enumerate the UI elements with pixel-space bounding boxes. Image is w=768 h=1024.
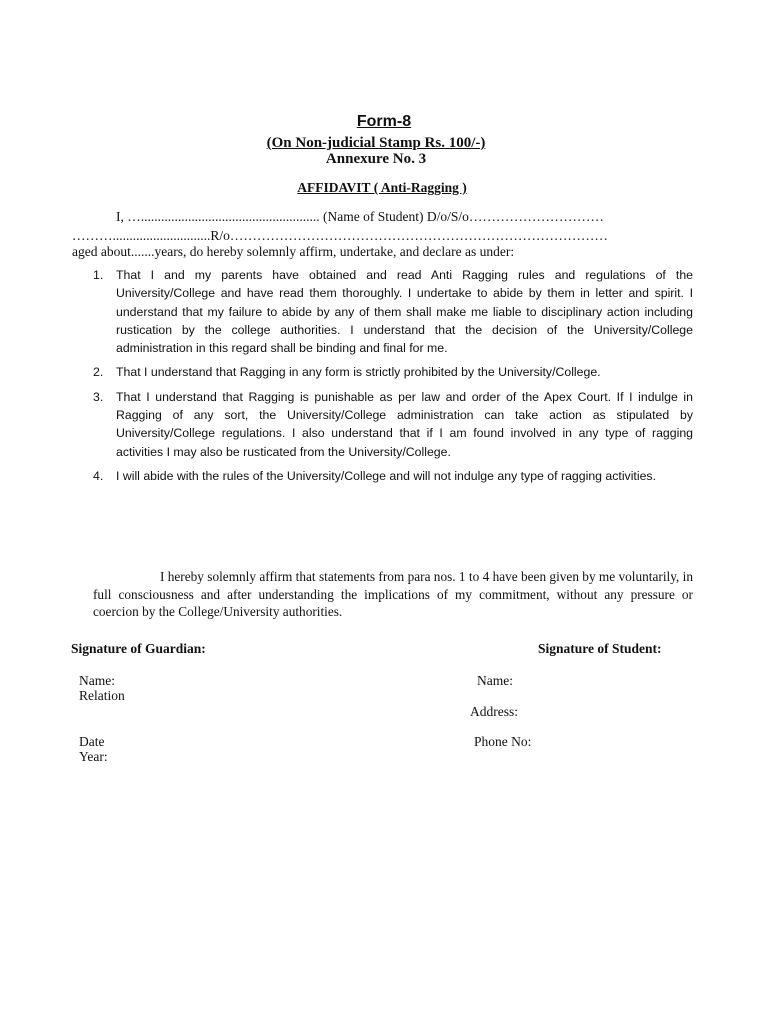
- intro-line-age: aged about.......years, do hereby solemnly affirm, undertake, and declare as under:: [72, 244, 515, 259]
- clause-number: 1.: [93, 268, 104, 282]
- guardian-name-label: Name:: [79, 673, 115, 688]
- guardian-relation-label: Relation: [79, 688, 125, 703]
- student-signature-title: Signature of Student:: [538, 641, 662, 656]
- clause-text: I will abide with the rules of the University/College and will not indulge any type of ragging activities.: [116, 468, 656, 483]
- intro-line-name: I, …..................................................... (Name of Student) D/o/S/o…………………………: [116, 209, 604, 224]
- clause-text: That I understand that Ragging is punishable as per law and order of the Apex Court. If I indulge in Ragging of any sort, the University/College administration can take action as stipulated by University/College regulations. I also understand that if I am found involved in any type of ragging activities I may also be rusticated from the University/College.: [116, 389, 693, 459]
- guardian-year-label: Year:: [79, 749, 108, 764]
- annexure-label: Annexure No. 3: [325, 151, 427, 167]
- affirmation-paragraph: I hereby solemnly affirm that statements from para nos. 1 to 4 have been given by me voluntarily, in full consciousness and after understanding the implications of my commitment, without any pressure or coercion by the College/University authorities.: [93, 569, 693, 619]
- clause-item: [93, 388, 693, 461]
- clause-item: [93, 467, 693, 485]
- guardian-signature-title: Signature of Guardian:: [71, 641, 206, 656]
- affidavit-title: AFFIDAVIT ( Anti-Ragging ): [297, 180, 467, 195]
- clause-number: 4.: [93, 468, 104, 483]
- student-name-label: Name:: [477, 673, 513, 688]
- guardian-date-label: Date: [79, 734, 105, 749]
- clause-list: [93, 266, 693, 491]
- clause-item: [93, 266, 693, 357]
- intro-line-residence: ……….............................R/o…………………………………………………………………………: [72, 228, 608, 243]
- clause-item: [93, 363, 693, 381]
- clause-text: That I and my parents have obtained and read Anti Ragging rules and regulations of the University/College and have read them thoroughly. I undertake to abide by them in letter and spirit. I understand that my failure to abide by any of them shall make me liable to disciplinary action including rustication by the college authorities. I understand that the decision of the University/College administration in this regard shall be binding and final for me.: [116, 268, 693, 356]
- stamp-note: (On Non-judicial Stamp Rs. 100/-): [266, 135, 486, 151]
- form-title: Form-8: [356, 113, 412, 130]
- clause-number: 3.: [93, 389, 104, 404]
- clause-text: That I understand that Ragging in any form is strictly prohibited by the University/College.: [116, 365, 601, 380]
- student-address-label: Address:: [470, 704, 518, 719]
- student-phone-label: Phone No:: [474, 734, 532, 749]
- clause-number: 2.: [93, 365, 104, 380]
